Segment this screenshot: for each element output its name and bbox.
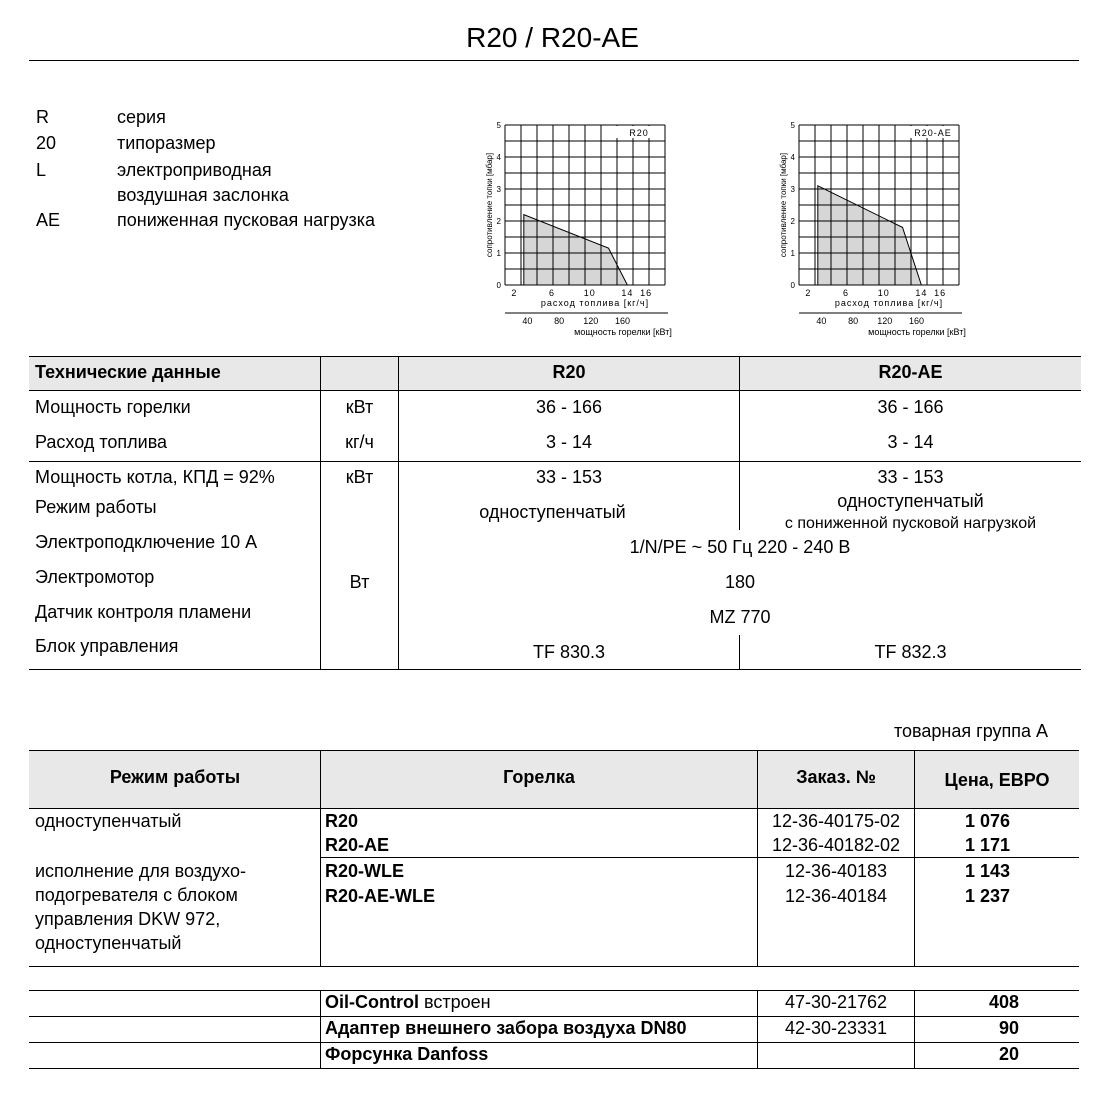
row-r20-power: 36 - 166 xyxy=(535,397,603,417)
power-tick-label: 80 xyxy=(554,316,565,326)
x-tick-label: 10 xyxy=(877,288,890,298)
power-axis-label: мощность горелки [кВт] xyxy=(868,327,966,337)
col-rule xyxy=(320,990,321,1068)
y-tick-label: 5 xyxy=(496,121,501,130)
row-r20ae-control: TF 832.3 xyxy=(874,642,947,662)
chart-r20 xyxy=(478,115,678,350)
x-tick-label: 14 xyxy=(915,288,928,298)
tech-header-r20: R20 xyxy=(552,362,586,382)
order-number-r20aewle: 12-36-40184 xyxy=(784,886,888,906)
order-mode-single: одноступенчатый xyxy=(35,811,182,831)
order-price-r20ae: 1 171 xyxy=(965,835,1011,855)
acc-oil-control xyxy=(325,992,491,1013)
row-r20-mode: одноступенчатый xyxy=(479,502,626,522)
order-price-r20wle: 1 143 xyxy=(965,861,1011,881)
row-unit-boiler: кВт xyxy=(345,467,374,487)
power-tick-label: 160 xyxy=(909,316,925,326)
order-mode-wle-1: исполнение для воздухо- xyxy=(35,861,246,881)
order-burner-r20wle: R20-WLE xyxy=(325,861,405,881)
order-header-order: Заказ. № xyxy=(796,767,876,787)
y-tick-label: 0 xyxy=(496,281,501,290)
row-value-elec: 1/N/PE ~ 50 Гц 220 - 240 В xyxy=(629,537,851,557)
product-group-label: товарная группа А xyxy=(894,721,1049,741)
power-tick-label: 40 xyxy=(816,316,827,326)
rule xyxy=(29,808,1079,809)
order-burner-r20: R20 xyxy=(325,811,359,831)
x-tick-label: 10 xyxy=(583,288,596,298)
row-label-fuel: Расход топлива xyxy=(35,432,168,452)
rule xyxy=(29,966,1079,967)
order-header-price: Цена, ЕВРО xyxy=(944,770,1050,790)
row-label-sensor: Датчик контроля пламени xyxy=(35,602,252,622)
acc-nozzle: Форсунка Danfoss xyxy=(325,1044,489,1064)
rule xyxy=(29,461,1081,462)
x-tick-label: 6 xyxy=(549,288,556,298)
acc-adapter-order: 42-30-23331 xyxy=(784,1018,888,1038)
y-axis-label: сопротивление топки [мбар] xyxy=(485,152,494,258)
rule xyxy=(29,356,1081,357)
y-tick-label: 1 xyxy=(790,249,795,258)
rule xyxy=(29,390,1081,391)
legend-desc-l-2: воздушная заслонка xyxy=(117,185,289,205)
chart-r20ae xyxy=(772,115,972,350)
row-unit-motor: Вт xyxy=(349,572,370,592)
row-r20ae-fuel: 3 - 14 xyxy=(887,432,934,452)
x-tick-label: 2 xyxy=(805,288,812,298)
x-tick-label: 6 xyxy=(843,288,850,298)
row-r20ae-mode: одноступенчатый xyxy=(837,491,984,511)
legend-code-r: R xyxy=(36,107,49,127)
row-label-boiler: Мощность котла, КПД = 92% xyxy=(35,467,275,487)
y-tick-label: 3 xyxy=(790,185,795,194)
legend-desc-r: серия xyxy=(117,107,166,127)
row-r20ae-boiler: 33 - 153 xyxy=(877,467,944,487)
acc-oil-control-name: Oil-Control xyxy=(325,992,419,1012)
row-r20-boiler: 33 - 153 xyxy=(535,467,603,487)
tech-header-r20ae: R20-AE xyxy=(878,362,943,382)
row-r20ae-mode-note: с пониженной пусковой нагрузкой xyxy=(784,515,1037,532)
order-header-burner: Горелка xyxy=(503,767,575,787)
x-axis-label: расход топлива [кг/ч] xyxy=(540,298,650,308)
row-r20-control: TF 830.3 xyxy=(532,642,606,662)
acc-oil-control-note: встроен xyxy=(418,992,491,1012)
title-divider xyxy=(29,60,1079,61)
chart-r20ae-svg xyxy=(772,115,972,345)
power-axis-label: мощность горелки [кВт] xyxy=(574,327,672,337)
x-tick-label: 2 xyxy=(511,288,518,298)
rule xyxy=(321,857,1079,858)
order-mode-wle-3: управления DKW 972, xyxy=(35,909,221,929)
rule xyxy=(29,1042,1079,1043)
x-tick-label: 16 xyxy=(640,288,653,298)
order-price-r20: 1 076 xyxy=(965,811,1011,831)
row-label-motor: Электромотор xyxy=(35,567,155,587)
rule xyxy=(29,669,1081,670)
row-r20-fuel: 3 - 14 xyxy=(545,432,593,452)
row-value-sensor: MZ 770 xyxy=(709,607,771,627)
operating-area xyxy=(818,186,922,285)
power-tick-label: 120 xyxy=(583,316,599,326)
rule xyxy=(29,1016,1079,1017)
rule xyxy=(29,990,1079,991)
y-tick-label: 5 xyxy=(790,121,795,130)
acc-oil-control-order: 47-30-21762 xyxy=(784,992,888,1012)
row-value-motor: 180 xyxy=(724,572,756,592)
page-title: R20 / R20-AE xyxy=(466,22,639,53)
rule xyxy=(29,1068,1079,1069)
order-number-r20ae: 12-36-40182-02 xyxy=(771,835,901,855)
row-label-power: Мощность горелки xyxy=(35,397,191,417)
x-tick-label: 16 xyxy=(934,288,947,298)
x-tick-label: 14 xyxy=(621,288,634,298)
y-tick-label: 0 xyxy=(790,281,795,290)
y-tick-label: 4 xyxy=(496,153,501,162)
series-label: R20 xyxy=(629,128,649,138)
row-unit-fuel: кг/ч xyxy=(345,432,374,452)
power-tick-label: 80 xyxy=(848,316,859,326)
acc-adapter: Адаптер внешнего забора воздуха DN80 xyxy=(325,1018,687,1038)
y-tick-label: 4 xyxy=(790,153,795,162)
series-label: R20-AE xyxy=(914,128,952,138)
order-mode-wle-2: подогревателя с блоком xyxy=(35,885,238,905)
row-label-control: Блок управления xyxy=(35,636,179,656)
rule xyxy=(29,750,1079,751)
tech-header-label: Технические данные xyxy=(35,362,221,382)
y-axis-label: сопротивление топки [мбар] xyxy=(779,152,788,258)
row-unit-power: кВт xyxy=(345,397,374,417)
legend-desc-ae: пониженная пусковая нагрузка xyxy=(117,210,376,230)
row-label-mode: Режим работы xyxy=(35,497,157,517)
row-r20ae-power: 36 - 166 xyxy=(877,397,944,417)
order-header-mode: Режим работы xyxy=(109,767,241,787)
legend-desc-size: типоразмер xyxy=(117,133,216,153)
order-price-r20aewle: 1 237 xyxy=(965,886,1011,906)
legend-code-l: L xyxy=(36,160,47,180)
acc-adapter-price: 90 xyxy=(998,1018,1019,1038)
power-tick-label: 160 xyxy=(615,316,631,326)
y-tick-label: 1 xyxy=(496,249,501,258)
order-number-r20: 12-36-40175-02 xyxy=(771,811,901,831)
y-tick-label: 3 xyxy=(496,185,501,194)
power-tick-label: 120 xyxy=(877,316,893,326)
acc-oil-control-price: 408 xyxy=(988,992,1019,1012)
x-axis-label: расход топлива [кг/ч] xyxy=(834,298,944,308)
legend-desc-l: электроприводная xyxy=(117,160,272,180)
order-burner-r20aewle: R20-AE-WLE xyxy=(325,886,436,906)
operating-area xyxy=(524,215,628,285)
order-number-r20wle: 12-36-40183 xyxy=(784,861,888,881)
power-tick-label: 40 xyxy=(522,316,533,326)
order-burner-r20ae: R20-AE xyxy=(325,835,390,855)
acc-nozzle-price: 20 xyxy=(998,1044,1019,1064)
y-tick-label: 2 xyxy=(790,217,795,226)
legend-code-size: 20 xyxy=(36,133,57,153)
order-mode-wle-4: одноступенчатый xyxy=(35,933,182,953)
row-label-elec: Электроподключение 10 А xyxy=(35,532,258,552)
legend-code-ae: AE xyxy=(36,210,61,230)
chart-r20-svg xyxy=(478,115,678,345)
y-tick-label: 2 xyxy=(496,217,501,226)
